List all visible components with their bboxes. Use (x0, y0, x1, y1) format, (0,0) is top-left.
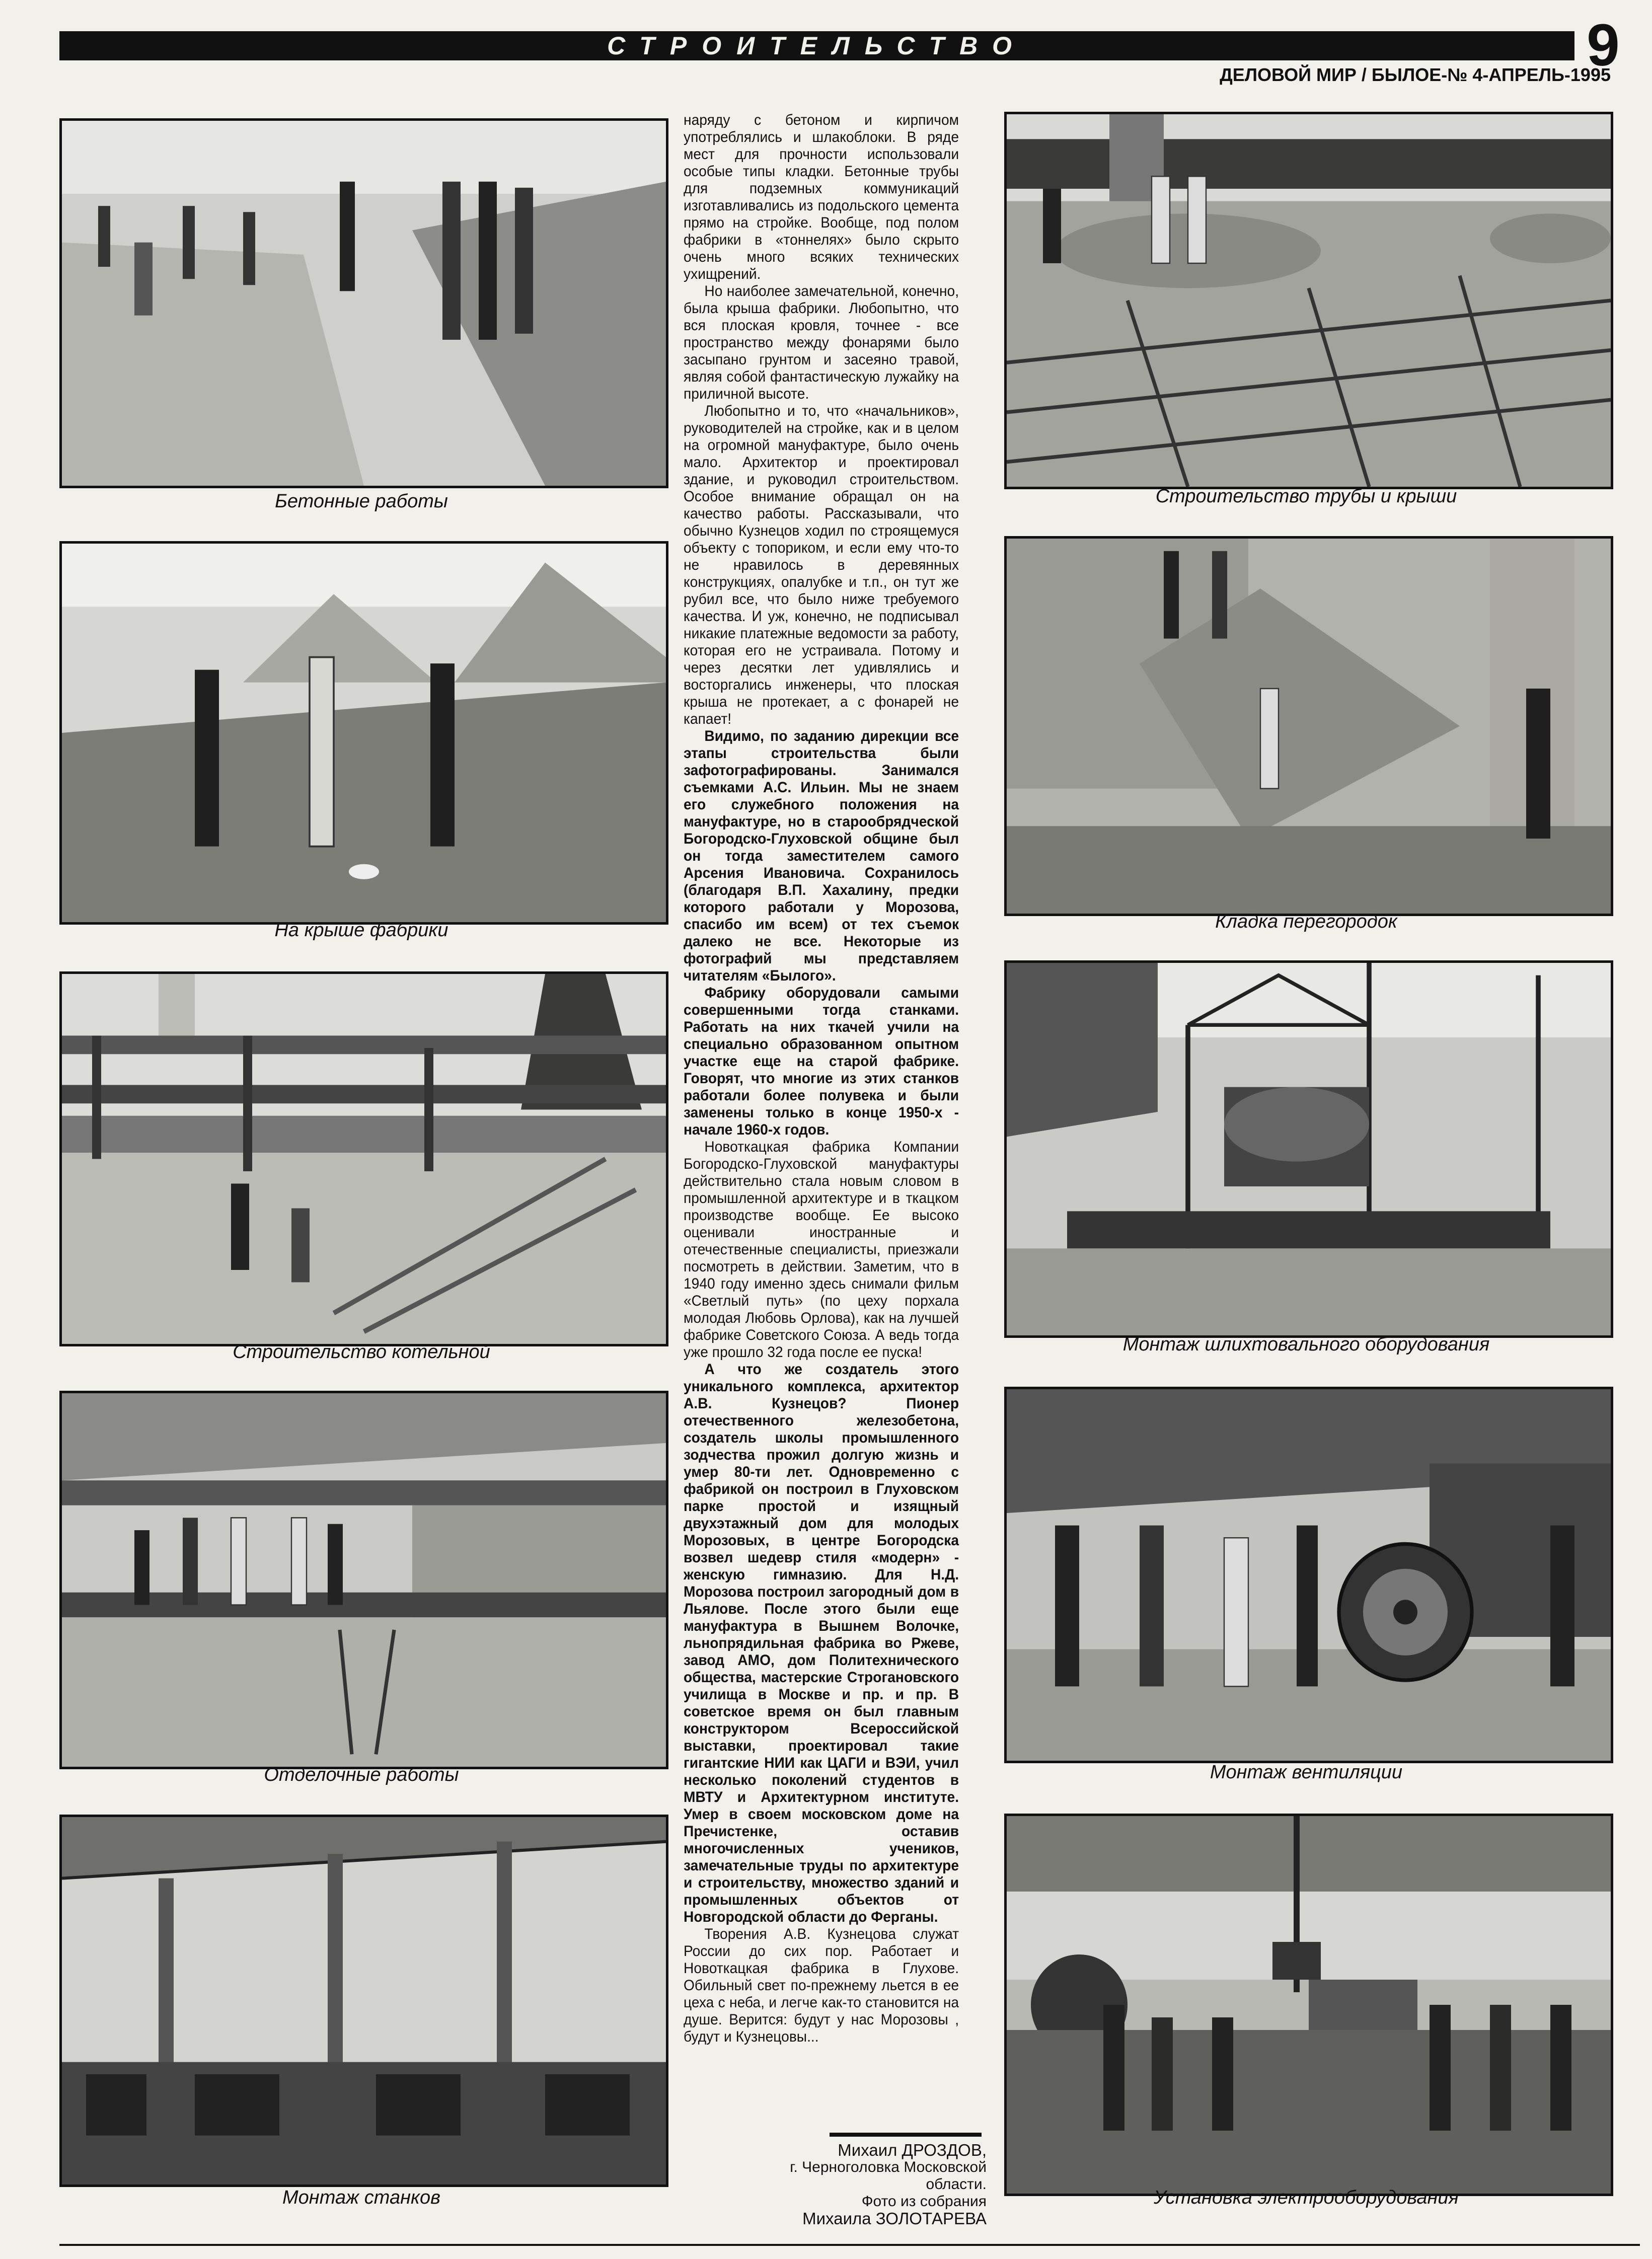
photo-chimney-and-roof (1004, 112, 1613, 489)
caption-machine-assembly: Монтаж станков (282, 2187, 440, 2208)
article-paragraph: наряду с бетоном и кирпичом употреблялись и шлакоблоки. В ряде мест для прочности использовали особые типы кладки. Бетонные трубы для подземных коммуникаций изготавливались из подольского цемента прямо на стройке. Вообще, под полом фабрики в «тоннелях» было скрыто очень много всяких технических ухищрений. (684, 112, 959, 282)
photo-factory-roof (59, 541, 668, 925)
article-paragraph: А что же создатель этого уникального комплекса, архитектор А.В. Кузнецов? Пионер отечественного железобетона, создатель школы промышленного зодчества прожил долгую жизнь и умер 80-ти лет. Одновременно с фабрикой он построил в Глуховском парке простой и изящный двухэтажный дом для молодых Морозовых, в центре Богородска возвел шедевр стиля «модерн» - женскую гимназию. Для Н.Д. Морозова построил загородный дом в Льялове. После этого были еще мануфактура в Вышнем Волочке, льнопрядильная фабрика во Ржеве, завод АМО, дом Политехнического общества, мастерские Строгановского училища в Москве и пр. и пр. В советское время он был главным конструктором Всероссийской выставки, проектировал такие гигантские НИИ как ЦАГИ и ВЭИ, учил несколько поколений студентов в МВТУ и Архитектурном институте. Умер в своем московском доме на Пречистенке, оставив многочисленных учеников, замечательные труды по архитектуре и строительству, множество зданий и промышленных объектов от Новгородской области до Ферганы. (684, 1361, 959, 1925)
photo-credit: Фото из собрания (861, 2193, 987, 2210)
photo-electrical-equipment (1004, 1814, 1613, 2196)
author-location: г. Черноголовка Московской области. (790, 2159, 987, 2193)
footer-rule (59, 2244, 1640, 2246)
author-name: Михаил ДРОЗДОВ, (838, 2141, 987, 2159)
byline (775, 2142, 987, 2227)
article-text (684, 112, 959, 2046)
article-paragraph: Любопытно и то, что «начальников», руководителей на стройке, как и в целом на огромной мануфактуре, было очень мало. Архитектор и проектировал здание, и руководил строительством. Особое внимание обращал он на качество работы. Рассказывали, что обычно Кузнецов ходил по строящемуся объекту с топориком, и если ему что-то не нравилось в деревянных конструкциях, опалубке и т.п., он тут же рубил все, что было ниже требуемого качества. И уж, конечно, не подписывал никакие платежные ведомости за работу, которая его не устраивала. Потому и через десятки лет удивлялись и восторгались инженеры, что плоская крыша не протекает, а с фонарей не капает! (684, 403, 959, 727)
issue-line: ДЕЛОВОЙ МИР / БЫЛОЕ-№ 4-АПРЕЛЬ-1995 (1220, 64, 1611, 85)
article-paragraph: Видимо, по заданию дирекции все этапы строительства были зафотографированы. Занимался съемками А.С. Ильин. Мы не знаем его служебного положения на мануфактуре, но в старообрядческой Богородско-Глуховской общине был он тогда заместителем самого Арсения Ивановича. Сохранилось (благодаря В.П. Хахалину, предки которого работали у Морозова, спасибо им всем) от тех съемок далеко не все. Некоторые из фотографий мы представляем читателям «Былого». (684, 728, 959, 984)
article-paragraph: Фабрику оборудовали самыми совершенными тогда станками. Работать на них ткачей учили на специально образованном опытном участке еще на старой фабрике. Говорят, что многие из этих станков работали более полувека и были заменены только в конце 1950-х - начале 1960-х годов. (684, 985, 959, 1138)
caption-boiler-house: Строительство котельной (233, 1341, 490, 1363)
caption-concrete-works: Бетонные работы (275, 491, 448, 512)
photo-concrete-works (59, 118, 668, 488)
page-number: 9 (1587, 12, 1620, 79)
caption-sizing-equipment: Монтаж шлихтовального оборудования (1122, 1334, 1490, 1355)
photo-sizing-equipment (1004, 960, 1613, 1338)
caption-ventilation: Монтаж вентиляции (1210, 1762, 1403, 1783)
article-paragraph: Творения А.В. Кузнецова служат России до сих пор. Работает и Новоткацкая фабрика в Глухове. Обильный свет по-прежнему льется в ее цеха с неба, и легче как-то становится на душе. Верится: будут у нас Морозовы , будут и Кузнецовы... (684, 1926, 959, 2045)
article-paragraph: Новоткацкая фабрика Компании Богородско-Глуховской мануфактуры действительно стала новым словом в промышленной архитектуре и в ткацком производстве вообще. Ее высоко оценивали иностранные и отечественные специалисты, приезжали посмотреть в действии. Заметим, что в 1940 году именно здесь снимали фильм «Светлый путь» (по цеху порхала молодая Любовь Орлова), как на лучшей фабрике Советского Союза. А ведь тогда уже прошло 32 года после ее пуска! (684, 1139, 959, 1361)
caption-factory-roof: На крыше фабрики (274, 920, 448, 941)
photo-finishing-works (59, 1391, 668, 1769)
caption-chimney-and-roof: Строительство трубы и крыши (1155, 486, 1457, 507)
caption-electrical-equipment: Установка электрооборудования (1154, 2187, 1459, 2208)
photo-machine-assembly (59, 1815, 668, 2187)
photo-ventilation (1004, 1387, 1613, 1763)
photo-collector: Михаила ЗОЛОТАРЕВА (802, 2209, 987, 2228)
article-paragraph: Но наиболее замечательной, конечно, была крыша фабрики. Любопытно, что вся плоская кровля, точнее - все пространство между фонарями было засыпано грунтом и засеяно травой, являя собой фантастическую лужайку на приличной высоте. (684, 283, 959, 402)
byline-rule (830, 2133, 982, 2137)
caption-partition-masonry: Кладка перегородок (1215, 911, 1397, 932)
caption-finishing-works: Отделочные работы (264, 1764, 459, 1785)
section-title: СТРОИТЕЛЬСТВО (607, 32, 1027, 60)
photo-boiler-house (59, 971, 668, 1346)
section-header-bar (59, 31, 1574, 60)
photo-partition-masonry (1004, 536, 1613, 916)
